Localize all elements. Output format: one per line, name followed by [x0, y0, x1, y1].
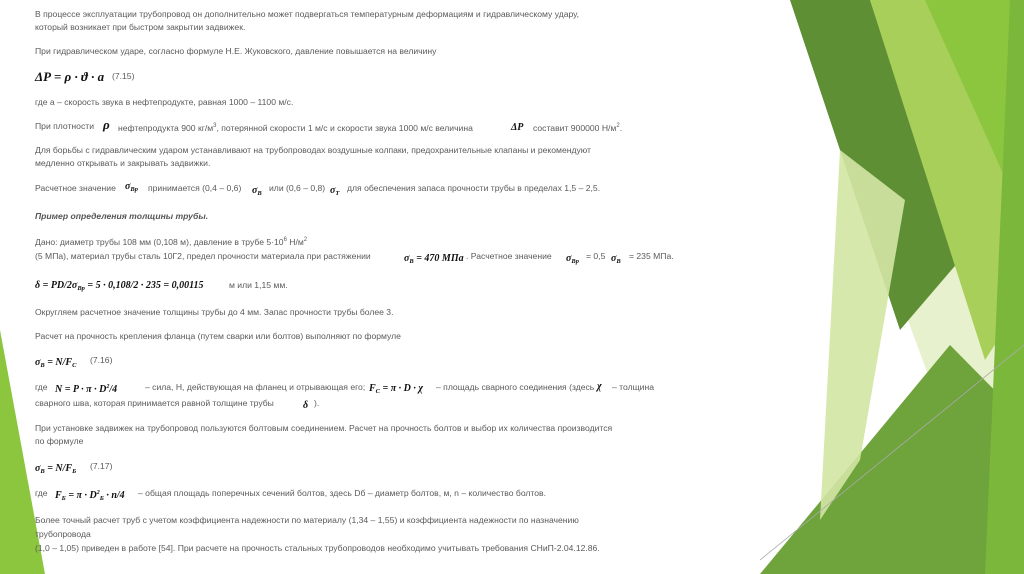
paragraph-6-c: или (0,6 – 0,8): [269, 183, 326, 193]
paragraph-6-b: принимается (0,4 – 0,6): [148, 183, 242, 193]
paragraph-11-a: где: [35, 382, 48, 392]
paragraph-14-line-1: Более точный расчет труб с учетом коэффициента надежности по материалу (1,34 – 1,55) и коэффициента надежности по назначению: [35, 515, 579, 525]
paragraph-12-line-2: по формуле: [35, 436, 84, 446]
formula-n-force: $N = P \cdot \pi \cdot D^2/4$: [55, 384, 118, 395]
paragraph-12-line-1: При установке задвижек на трубопровод пользуются болтовым соединением. Расчет на прочность болтов и выбор их количества производится: [35, 423, 613, 433]
paragraph-11-c: – площадь сварного соединения (здесь: [436, 382, 595, 392]
paragraph-5-line-1: Для борьбы с гидравлическим ударом устанавливают на трубопроводах воздушные колпаки, предохранительные клапаны и рекомендуют: [35, 145, 591, 155]
formula-chi: χ: [597, 381, 602, 392]
paragraph-4-b: нефтепродукта 900 $кг/м^3$, потерянной скорости 1 м/с и скорости звука 1000 м/с величина: [118, 123, 473, 133]
paragraph-11-line-2-a: сварного шва, которая принимается равной толщине трубы: [35, 398, 274, 408]
formula-delta: $\delta = PD/2\sigma_{Вр} = 5 \cdot 0,108/2 \cdot 235 = 0,00115$: [35, 280, 204, 292]
paragraph-2: При гидравлическом ударе, согласно формуле Н.Е. Жуковского, давление повышается на величину: [35, 46, 437, 56]
formula-7-15-label: (7.15): [112, 71, 135, 81]
formula-fb: $F_Б = \pi \cdot D^2_Б \cdot n/4$: [55, 490, 125, 502]
formula-7-16-label: (7.16): [90, 355, 113, 365]
formula-delta-small: δ: [303, 400, 309, 411]
formula-sigma-t: $\sigma_Т$: [330, 185, 340, 197]
paragraph-14-line-3: (1,0 – 1,05) приведен в работе [54]. При расчете на прочность стальных трубопроводов необходимо учитывать требования СНиП-2.04.12.86.: [35, 543, 600, 553]
paragraph-5-line-2: медленно открывать и закрывать задвижки.: [35, 158, 211, 168]
paragraph-7-line-2-c: = 0,5: [586, 251, 606, 261]
formula-rho: ρ: [103, 117, 110, 132]
paragraph-6-a: Расчетное значение: [35, 183, 116, 193]
paragraph-11-d: – толщина: [612, 382, 655, 392]
formula-dp: ΔP = ρ · ϑ · a: [35, 69, 105, 84]
paragraph-13-b: – общая площадь поперечных сечений болтов, здесь Dб – диаметр болтов, м, n – количество болтов.: [138, 488, 547, 498]
paragraph-7-line-1: Дано: диаметр трубы 108 мм (0,108 м), давление в трубе $5\cdot 10^6$ $Н/м^2$: [35, 237, 308, 247]
formula-sigma-v-2: $\sigma_В$: [611, 253, 621, 265]
paragraph-8: м или 1,15 мм.: [229, 280, 288, 290]
formula-sigma-v-470: $\sigma_В = 470$ МПа: [404, 253, 464, 265]
formula-sigma-vp: $\sigma_{Вр}$: [125, 181, 138, 193]
paragraph-1-line-1: В процессе эксплуатации трубопровод он дополнительно может подвергаться температурным деформациям и гидравлическому удару,: [35, 9, 580, 19]
paragraph-9: Округляем расчетное значение толщины трубы до 4 мм. Запас прочности трубы более 3.: [35, 307, 394, 317]
paragraph-4-c: составит 900000 $Н/м^2$.: [533, 123, 623, 133]
paragraph-13-a: где: [35, 488, 48, 498]
formula-7-17-label: (7.17): [90, 461, 113, 471]
paragraph-7-line-2-a: (5 МПа), материал трубы сталь 10Г2, предел прочности материала при растяжении: [35, 251, 371, 261]
formula-dp-small: ΔP: [511, 122, 524, 133]
paragraph-7-line-2-b: . Расчетное значение: [466, 251, 552, 261]
example-title: Пример определения толщины трубы.: [35, 211, 209, 221]
paragraph-4-a: При плотности: [35, 121, 94, 131]
formula-sigma-v: $\sigma_В$: [252, 185, 262, 197]
formula-7-16: $\sigma_В = N/F_C$: [35, 357, 77, 369]
formula-7-17: $\sigma_В = N/F_Б$: [35, 463, 77, 475]
paragraph-3: где а – скорость звука в нефтепродукте, равная 1000 – 1100 м/с.: [35, 97, 294, 107]
paragraph-11-line-2-b: ).: [314, 398, 320, 408]
paragraph-6-d: для обеспечения запаса прочности трубы в пределах 1,5 – 2,5.: [347, 183, 601, 193]
paragraph-7-line-2-d: = 235 МПа.: [629, 251, 674, 261]
paragraph-14-line-2: трубопровода: [35, 529, 91, 539]
paragraph-11-b: – сила, Н, действующая на фланец и отрывающая его;: [145, 382, 366, 392]
formula-fc: $F_C = \pi \cdot D \cdot \chi$: [369, 383, 424, 395]
paragraph-1-line-2: который возникает при быстром закрытии задвижек.: [35, 22, 246, 32]
formula-sigma-vp-2: $\sigma_{Вр}$: [566, 253, 579, 265]
paragraph-10: Расчет на прочность крепления фланца (путем сварки или болтов) выполняют по формуле: [35, 331, 401, 341]
